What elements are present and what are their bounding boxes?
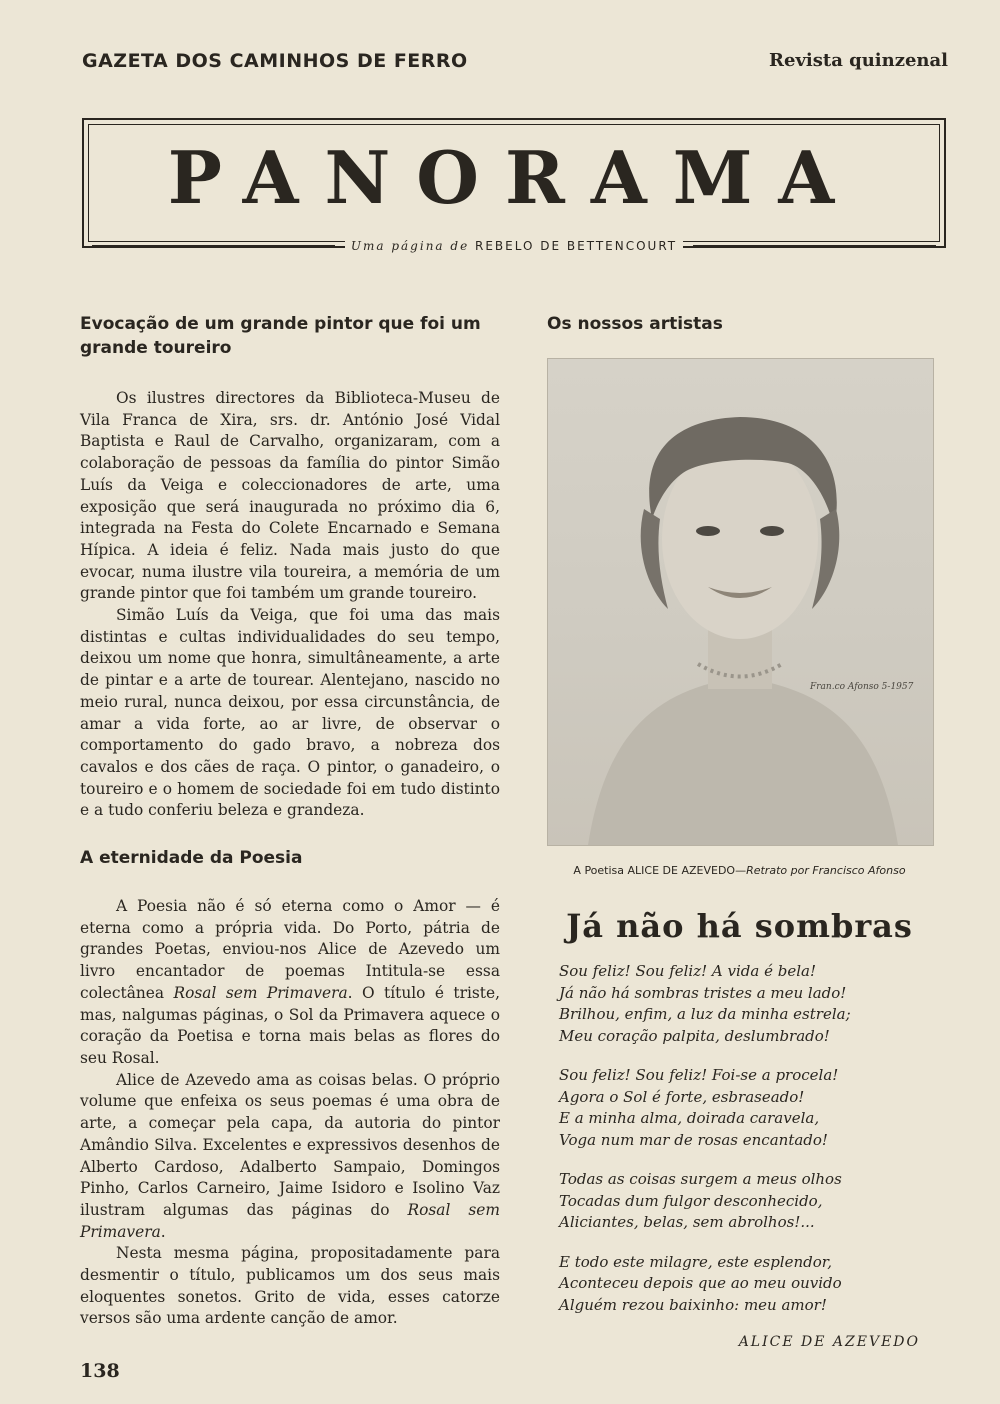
byline-rule-right xyxy=(693,245,936,248)
poem-verse: Sou feliz! Sou feliz! Foi-se a procela! xyxy=(559,1066,839,1084)
portrait-signature: Fran.co Afonso 5-1957 xyxy=(810,682,914,692)
poem-verse: E todo este milagre, este esplendor, xyxy=(559,1252,833,1271)
article2-p2-end: . xyxy=(160,1222,166,1241)
article2-p2-text: Alice de Azevedo ama as coisas belas. O próprio volume que enfeixa os seus poemas é uma obra de arte, a começar pela capa, da autoria do pintor Amândio Silva. Excelentes e expressivos desenhos de Alberto Cardoso, Adalberto Sampaio, Domingos Pinho, Carlos Carneiro, Jaime Isidoro e Isolino Vaz ilustram algumas das páginas do xyxy=(80,1070,500,1219)
byline-prefix: Uma página de xyxy=(350,239,470,253)
poem-title: Já não há sombras xyxy=(566,907,913,945)
publication-frequency: Revista quinzenal xyxy=(769,50,948,71)
poem-verse: Agora o Sol é forte, esbraseado! xyxy=(559,1087,805,1106)
panorama-masthead xyxy=(82,118,946,248)
poem-verse: Já não há sombras tristes a meu lado! xyxy=(559,983,847,1002)
left-column xyxy=(80,312,500,1330)
portrait-eye-left xyxy=(696,526,720,536)
byline-author: REBELO DE BETTENCOURT xyxy=(475,239,678,253)
article2-paragraph-3: Nesta mesma página, propositadamente para desmentir o título, publicamos um dos seus mais eloquentes sonetos. Grito de vida, esses catorze versos são uma ardente canção de amor. xyxy=(80,1244,500,1328)
photo-caption xyxy=(547,864,932,877)
poem-verse: E a minha alma, doirada caravela, xyxy=(559,1109,820,1127)
poem-verse: Sou feliz! Sou feliz! A vida é bela! xyxy=(559,962,816,980)
poem-stanza xyxy=(559,961,932,1047)
poem-verse: Brilhou, enfim, a luz da minha estrela; xyxy=(559,1005,851,1023)
poem-verse: Todas as coisas surgem a meus olhos xyxy=(559,1170,842,1188)
article1-paragraph-2: Simão Luís da Veiga, que foi uma das mais distintas e cultas individualidades do seu tempo, deixou um nome que honra, simultâneamente, a arte de pintar e a arte de tourear. Alentejano, nascido no meio rural, nunca deixou, por essa circunstância, de amar a vida forte, ao ar livre, de observar o comportamento do gado bravo, a nobreza dos cavalos e dos cães de raça. O pintor, o ganadeiro, o toureiro e o homem de sociedade foi em tudo distinto e a tudo conferiu beleza e grandeza. xyxy=(80,606,500,820)
poem-verse: Aconteceu depois que ao meu ouvido xyxy=(559,1274,842,1292)
caption-subject: A Poetisa ALICE DE AZEVEDO— xyxy=(573,864,747,877)
poem-stanza xyxy=(559,1252,932,1317)
portrait-drawing xyxy=(548,359,933,845)
poem-verse: Alguém rezou baixinho: meu amor! xyxy=(559,1295,827,1314)
publication-name: GAZETA DOS CAMINHOS DE FERRO xyxy=(82,50,468,72)
masthead-byline xyxy=(82,236,946,256)
book-title-ref: Rosal sem Primavera xyxy=(80,1200,501,1241)
masthead-title: PANORAMA xyxy=(167,135,861,220)
poem-author: ALICE DE AZEVEDO xyxy=(738,1334,920,1350)
right-column xyxy=(547,312,932,1350)
book-title: Rosal sem Primavera xyxy=(173,983,348,1002)
sidebar-title: Os nossos artistas xyxy=(547,314,723,334)
byline-rule-left xyxy=(92,245,335,248)
byline-text xyxy=(345,239,683,253)
poem-stanza xyxy=(559,1065,932,1151)
poem-verse: Voga num mar de rosas encantado! xyxy=(559,1130,828,1149)
article1-paragraph-1: Os ilustres directores da Biblioteca-Museu de Vila Franca de Xira, srs. dr. António José Vidal Baptista e Raul de Carvalho, organizaram, com a colaboração de pessoas da família do pintor Simão Luís da Veiga e coleccionadores de arte, uma exposição que será inaugurada no próximo dia 6, integrada na Festa do Colete Encarnado e Semana Hípica. A ideia é feliz. Nada mais justo do que evocar, numa ilustre vila toureira, a memória de um grande pintor que foi também um grande toureiro. xyxy=(80,389,500,603)
article1-title: Evocação de um grande pintor que foi um grande toureiro xyxy=(80,314,481,358)
article2-p1-end: . O título é triste, mas, nalgumas páginas, o Sol da Primavera aquece o coração da Poetisa e torna mais belas as flores do seu Rosal. xyxy=(80,983,500,1067)
portrait-eye-right xyxy=(760,526,784,536)
poem-verse: Tocadas dum fulgor desconhecido, xyxy=(559,1191,823,1210)
article2-title: A eternidade da Poesia xyxy=(80,848,303,869)
page-number: 138 xyxy=(80,1360,120,1382)
article2-p1-text: A Poesia não é só eterna como o Amor — é eterna como a própria vida. Do Porto, pátria de grandes Poetas, enviou-nos Alice de Azevedo um livro encantador de poemas Intitula-se essa colectânea xyxy=(80,897,500,1002)
poem-verse: Aliciantes, belas, sem abrolhos!... xyxy=(559,1213,815,1231)
caption-credit: Retrato por Francisco Afonso xyxy=(746,864,906,877)
poem-verse: Meu coração palpita, deslumbrado! xyxy=(559,1026,830,1045)
article2-paragraph-2 xyxy=(80,1070,500,1244)
article2-paragraph-1 xyxy=(80,896,500,1070)
poem-stanza xyxy=(559,1169,932,1234)
portrait-photo xyxy=(547,358,934,846)
portrait-shoulders xyxy=(588,677,898,845)
